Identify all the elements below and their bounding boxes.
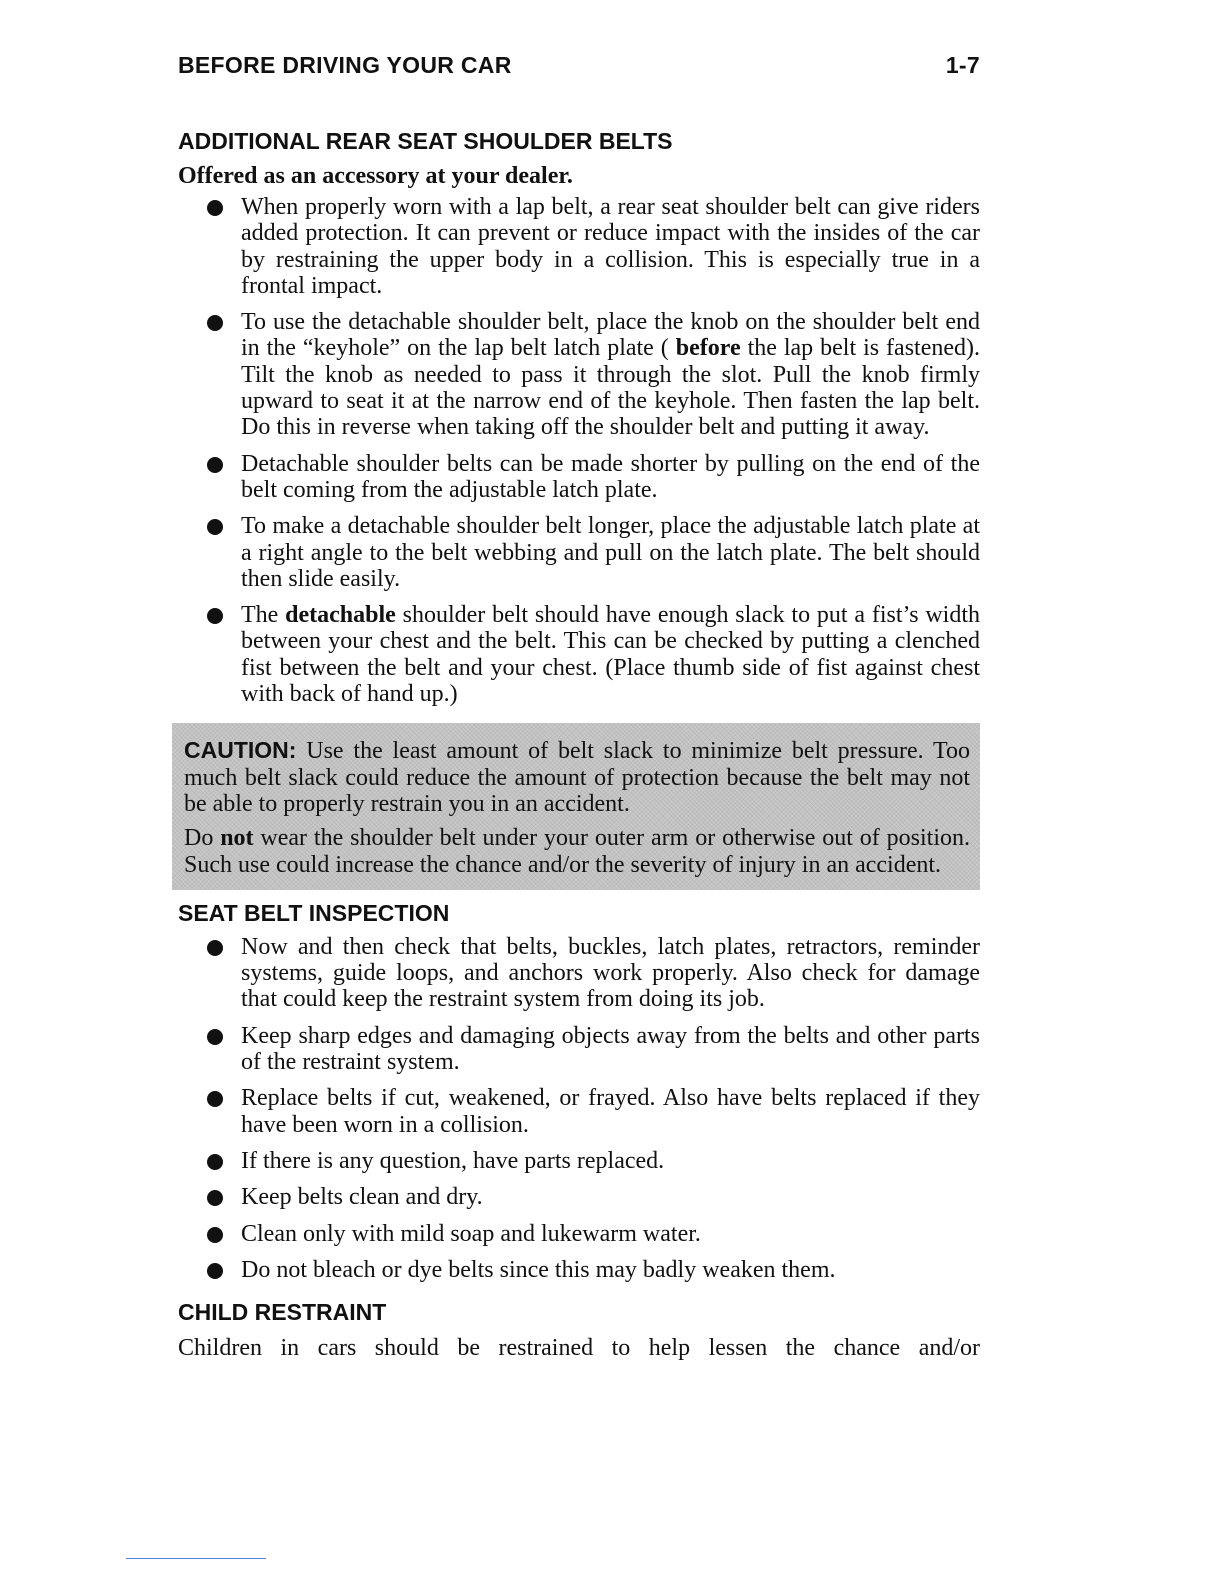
bullet-icon	[207, 315, 223, 331]
bullet-icon	[207, 1029, 223, 1045]
list-item	[178, 602, 980, 707]
list-item	[178, 1085, 980, 1138]
list-item-text: Replace belts if cut, weakened, or frayed. Also have belts replaced if they have been worn in a collision.	[241, 1085, 980, 1138]
accessory-note: Offered as an accessory at your dealer.	[178, 163, 573, 189]
page-number: 1-7	[945, 52, 980, 78]
section-title: BEFORE DRIVING YOUR CAR	[178, 52, 512, 78]
list-item-text-pre: The	[241, 602, 286, 629]
bullet-icon	[207, 608, 223, 624]
list-item-text-post: the lap belt is fastened). Tilt the knob as needed to pass it through the slot. Pull the knob firmly upward to seat it at the narrow end of the keyhole. Then fasten the lap belt. Do this in reverse when taking off the shoulder belt and putting it away.	[241, 335, 980, 441]
list-item-text-post: shoulder belt should have enough slack to put a fist’s width between your chest and the belt. This can be checked by putting a clenched fist between the belt and your chest. (Place thumb side of fist against chest with back of hand up.)	[241, 602, 981, 708]
list-item	[178, 451, 980, 504]
list-item-text: Now and then check that belts, buckles, latch plates, retractors, reminder systems, guide loops, and anchors work properly. Also check for damage that could keep the restraint system from doing its job.	[241, 933, 980, 1013]
list-item-text: Do not bleach or dye belts since this may badly weaken them.	[241, 1256, 836, 1283]
bullet-icon	[207, 940, 223, 956]
bullet-icon	[207, 1227, 223, 1243]
bullet-icon	[207, 1154, 223, 1170]
caution-text-pre: Do	[184, 825, 221, 852]
child-restraint-heading: CHILD RESTRAINT	[178, 1299, 387, 1326]
running-header	[178, 52, 980, 86]
bullet-icon	[207, 519, 223, 535]
list-item-text: Clean only with mild soap and lukewarm water.	[241, 1220, 701, 1247]
bullet-icon	[207, 457, 223, 473]
rear-belt-list	[178, 194, 980, 707]
list-item	[178, 1221, 980, 1247]
manual-page	[178, 52, 980, 1361]
caution-paragraph	[184, 737, 970, 817]
list-item	[178, 934, 980, 1013]
list-item-text: Keep sharp edges and damaging objects away from the belts and other parts of the restraint system.	[241, 1022, 980, 1076]
list-item-text: When properly worn with a lap belt, a rear seat shoulder belt can give riders added protection. It can prevent or reduce impact with the insides of the car by restraining the upper body in a collision. This is especially true in a frontal impact.	[241, 194, 980, 299]
caution-text-post: wear the shoulder belt under your outer arm or otherwise out of position. Such use could increase the chance and/or the severity of injury in an accident.	[184, 825, 970, 878]
bullet-icon	[207, 1263, 223, 1279]
caution-box	[172, 723, 980, 889]
emphasis-not: not	[220, 825, 254, 852]
list-item-text: Keep belts clean and dry.	[241, 1184, 483, 1211]
list-item-text: To make a detachable shoulder belt longer, place the adjustable latch plate at a right angle to the belt webbing and pull on the latch plate. The belt should then slide easily.	[241, 513, 980, 592]
list-item	[178, 1023, 980, 1076]
child-restraint-text: Children in cars should be restrained to help lessen the chance and/or	[178, 1335, 980, 1362]
caution-label: CAUTION:	[184, 737, 297, 764]
list-item	[178, 194, 980, 299]
emphasis-detachable: detachable	[285, 602, 396, 629]
emphasis-before: before	[675, 335, 741, 362]
inspection-heading: SEAT BELT INSPECTION	[178, 899, 450, 926]
list-item	[178, 513, 980, 592]
list-item	[178, 1148, 980, 1174]
list-item	[178, 309, 980, 440]
list-item-text: If there is any question, have parts replaced.	[241, 1147, 665, 1174]
caution-paragraph	[184, 825, 970, 878]
bullet-icon	[207, 1190, 223, 1206]
bullet-icon	[207, 200, 223, 216]
footer-rule	[126, 1558, 266, 1559]
list-item	[178, 1184, 980, 1210]
inspection-list	[178, 934, 980, 1283]
list-item-text-pre: To use the detachable shoulder belt, place the knob on the shoulder belt end in the “keyhole” on the lap belt latch plate (	[241, 309, 980, 362]
list-item	[178, 1257, 980, 1283]
rear-seat-belts-heading: ADDITIONAL REAR SEAT SHOULDER BELTS	[178, 128, 673, 154]
list-item-text: Detachable shoulder belts can be made shorter by pulling on the end of the belt coming from the adjustable latch plate.	[241, 450, 980, 503]
caution-text: Use the least amount of belt slack to minimize belt pressure. Too much belt slack could reduce the amount of protection because the belt may not be able to properly restrain you in an accident.	[184, 738, 970, 817]
bullet-icon	[207, 1091, 223, 1107]
